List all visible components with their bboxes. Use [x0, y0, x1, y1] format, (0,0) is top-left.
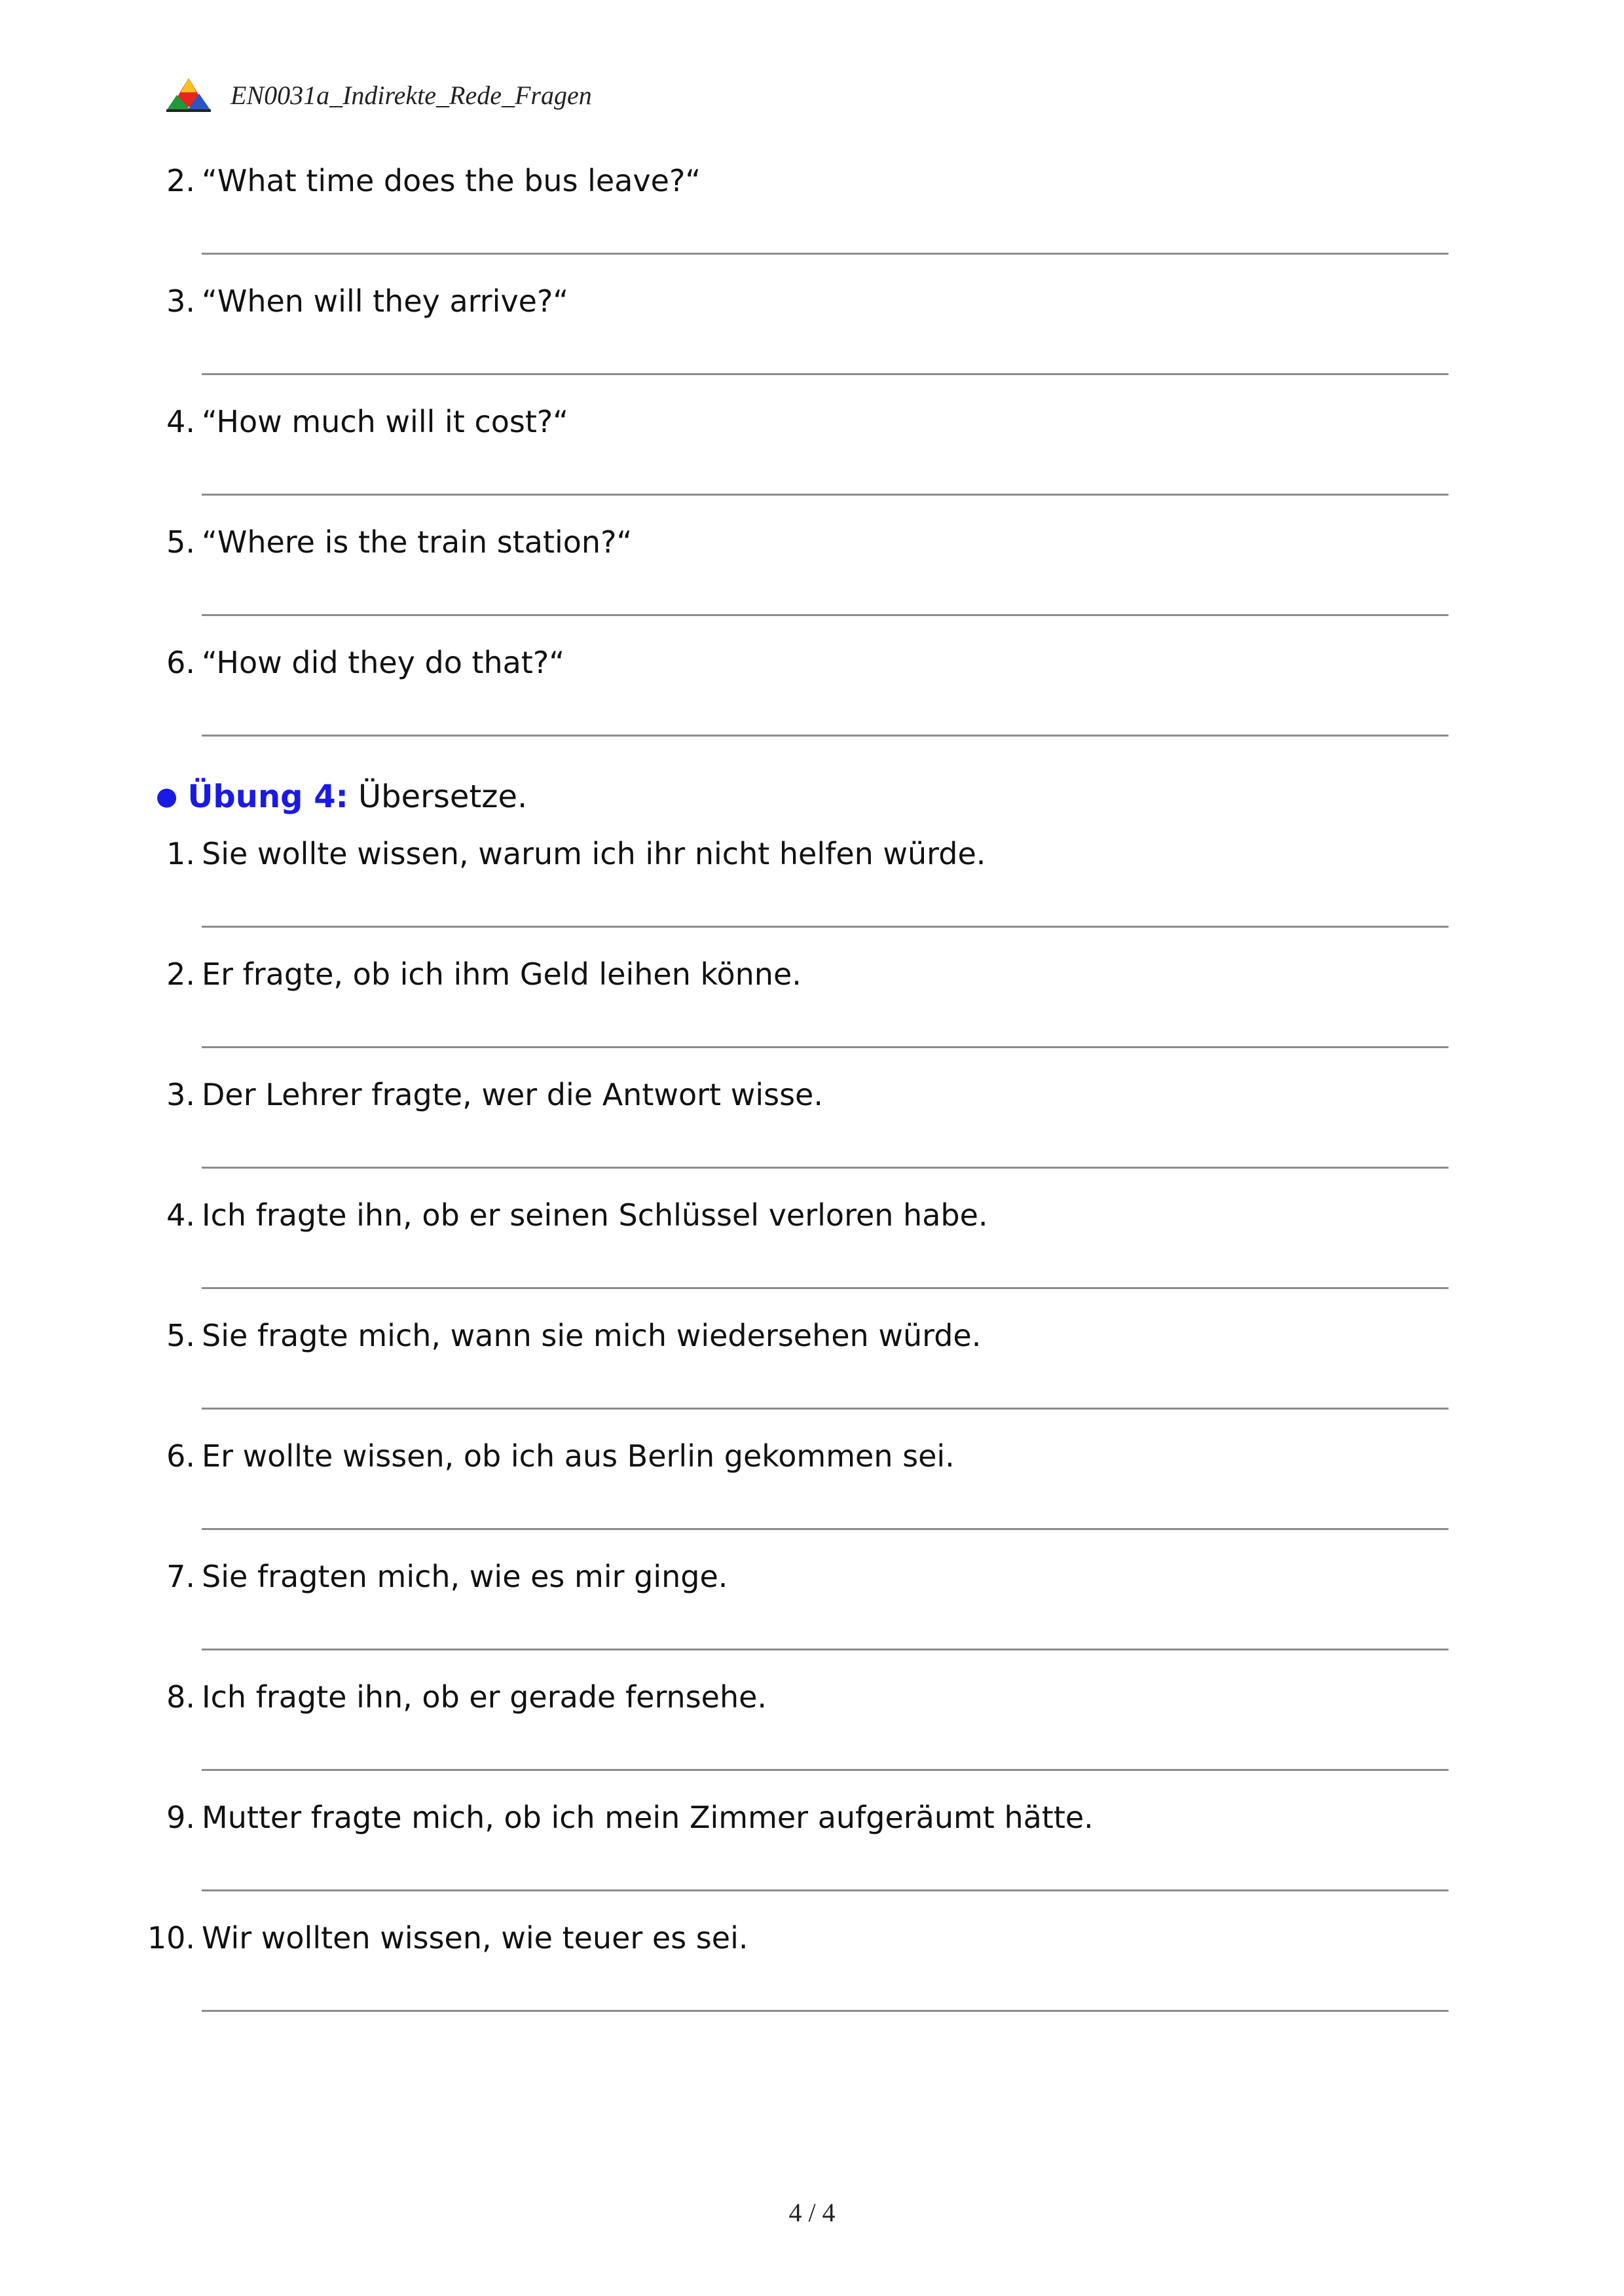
answer-line[interactable] [202, 1045, 1449, 1048]
answer-line[interactable] [202, 733, 1449, 737]
item-prompt: Er fragte, ob ich ihm Geld leihen könne. [202, 957, 802, 992]
exercise4-heading [156, 776, 527, 816]
exercise3-item [0, 636, 1624, 757]
item-prompt: “How much will it cost?“ [202, 404, 569, 439]
item-number: 1. [166, 836, 195, 871]
exercise-instruction: Übersetze. [358, 778, 528, 815]
answer-line[interactable] [202, 1286, 1449, 1289]
bullet-icon: ● [156, 782, 178, 811]
item-number: 9. [166, 1800, 195, 1835]
item-prompt: “Where is the train station?“ [202, 524, 633, 560]
item-prompt: Mutter fragte mich, ob ich mein Zimmer aufgeräumt hätte. [202, 1800, 1094, 1835]
item-number: 8. [166, 1679, 195, 1715]
item-number: 4. [166, 1197, 195, 1233]
exercise4-item [0, 1550, 1624, 1671]
answer-line[interactable] [202, 1768, 1449, 1771]
item-number: 10. [147, 1920, 195, 1956]
answer-line[interactable] [202, 1888, 1449, 1891]
mountain-logo-icon [165, 75, 212, 115]
answer-line[interactable] [202, 492, 1449, 496]
item-prompt: “What time does the bus leave?“ [202, 163, 701, 198]
document-title: EN0031a_Indirekte_Rede_Fragen [231, 80, 592, 110]
exercise3-item [0, 275, 1624, 395]
item-prompt: Ich fragte ihn, ob er gerade fernsehe. [202, 1679, 767, 1715]
exercise4-item [0, 948, 1624, 1068]
answer-line[interactable] [202, 1406, 1449, 1410]
answer-line[interactable] [202, 2009, 1449, 2012]
exercise3-item [0, 516, 1624, 636]
item-number: 6. [166, 645, 195, 680]
exercise4-item [0, 1671, 1624, 1791]
item-prompt: “When will they arrive?“ [202, 283, 569, 319]
item-prompt: Sie fragten mich, wie es mir ginge. [202, 1559, 728, 1594]
exercise4-item [0, 1068, 1624, 1189]
exercise3-item [0, 155, 1624, 275]
item-prompt: Der Lehrer fragte, wer die Antwort wisse. [202, 1077, 823, 1112]
exercise4-item [0, 1912, 1624, 2032]
item-number: 3. [166, 1077, 195, 1112]
item-number: 2. [166, 957, 195, 992]
item-number: 2. [166, 163, 195, 198]
answer-line[interactable] [202, 924, 1449, 928]
exercise4-item [0, 828, 1624, 948]
exercise4-item [0, 1791, 1624, 1912]
exercise4-item [0, 1309, 1624, 1430]
item-number: 7. [166, 1559, 195, 1594]
answer-line[interactable] [202, 613, 1449, 616]
page-number: 4 / 4 [788, 2198, 836, 2227]
item-number: 3. [166, 283, 195, 319]
item-number: 5. [166, 1318, 195, 1353]
answer-line[interactable] [202, 1647, 1449, 1650]
exercise4-item [0, 1430, 1624, 1550]
item-prompt: Er wollte wissen, ob ich aus Berlin gekommen sei. [202, 1438, 955, 1474]
answer-line[interactable] [202, 372, 1449, 375]
document-header [165, 72, 592, 118]
item-prompt: Ich fragte ihn, ob er seinen Schlüssel verloren habe. [202, 1197, 988, 1233]
answer-line[interactable] [202, 1527, 1449, 1530]
answer-line[interactable] [202, 251, 1449, 255]
item-number: 5. [166, 524, 195, 560]
answer-line[interactable] [202, 1165, 1449, 1169]
item-number: 4. [166, 404, 195, 439]
exercise-label: Übung 4: [187, 778, 348, 815]
item-prompt: Wir wollten wissen, wie teuer es sei. [202, 1920, 748, 1956]
exercise4-item [0, 1189, 1624, 1309]
exercise3-item [0, 395, 1624, 516]
item-number: 6. [166, 1438, 195, 1474]
item-prompt: “How did they do that?“ [202, 645, 565, 680]
item-prompt: Sie wollte wissen, warum ich ihr nicht helfen würde. [202, 836, 986, 871]
item-prompt: Sie fragte mich, wann sie mich wiedersehen würde. [202, 1318, 982, 1353]
